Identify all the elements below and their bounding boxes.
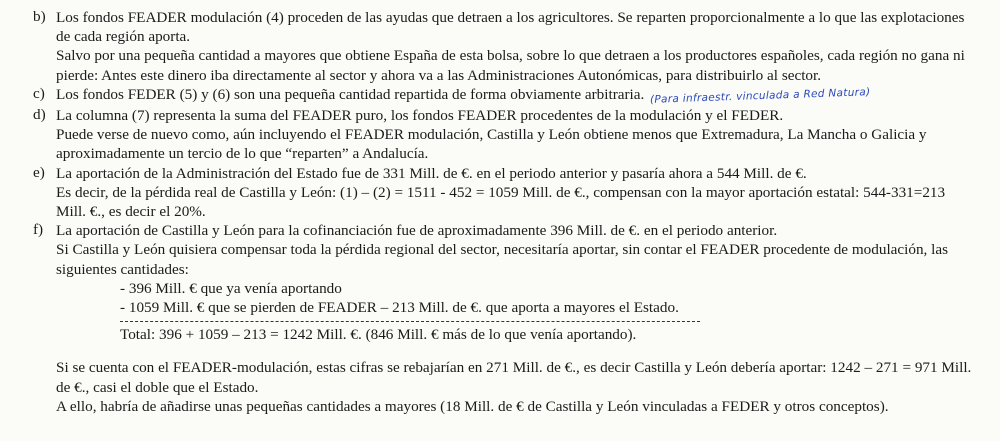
- paragraph-line: Es decir, de la pérdida real de Castilla y León: (1) – (2) = 1511 - 452 = 1059 Mill. de €., compensan con la mayor aportación estatal: 544-331=213: [56, 183, 946, 201]
- paragraph-line: de €., casi el doble que el Estado.: [56, 378, 259, 396]
- handwritten-note: (Para infraestr. vinculada a Red Natura): [650, 85, 871, 106]
- total-line: Total: 396 + 1059 – 213 = 1242 Mill. €. (846 Mill. € más de lo que venía aportando).: [120, 326, 637, 344]
- item-marker: c): [33, 84, 45, 102]
- dashed-divider: [120, 321, 700, 322]
- paragraph-line: pierde: Antes este dinero iba directamente al sector y ahora va a las Administraciones Autonómicas, para distribuirlo al sector.: [56, 66, 822, 84]
- calc-line: - 396 Mill. € que ya venía aportando: [120, 279, 342, 297]
- item-marker: e): [33, 163, 45, 181]
- item-marker: d): [33, 106, 46, 124]
- item-marker: f): [33, 221, 44, 239]
- item-c: [0, 85, 1000, 106]
- paragraph-line: de cada región aporta.: [56, 28, 191, 46]
- paragraph-line: siguientes cantidades:: [56, 260, 189, 278]
- paragraph-line: Si Castilla y León quisiera compensar toda la pérdida regional del sector, necesitaría aportar, sin contar el FEADER procedente de modulación, las: [56, 241, 949, 259]
- paragraph-line: Mill. €., es decir el 20%.: [56, 203, 206, 221]
- paragraph-line: La columna (7) representa la suma del FEADER puro, los fondos FEADER procedentes de la modulación y el FEDER.: [56, 107, 784, 125]
- item-d: [0, 106, 1000, 164]
- item-f: [0, 221, 1000, 416]
- document-page: [0, 8, 1000, 416]
- item-b: [0, 8, 1000, 85]
- paragraph-line: La aportación de la Administración del Estado fue de 331 Mill. de €. en el periodo anterior y pasaría ahora a 544 Mill. de €.: [56, 164, 807, 182]
- paragraph-line: Salvo por una pequeña cantidad a mayores que obtiene España de esta bolsa, sobre lo que detraen a los productores españoles, cada región no gana ni: [56, 47, 965, 65]
- item-e: [0, 164, 1000, 222]
- paragraph-text: Los fondos FEDER (5) y (6) son una pequeña cantidad repartida de forma obviamente arbitraria.: [56, 85, 645, 103]
- paragraph-line: Si se cuenta con el FEADER-modulación, estas cifras se rebajarían en 271 Mill. de €., es decir Castilla y León debería aportar: 1242 – 271 = 971 Mill.: [56, 359, 972, 377]
- paragraph-line: aproximadamente un tercio de lo que “reparten” a Andalucía.: [56, 145, 429, 163]
- paragraph-line: [56, 85, 990, 106]
- paragraph-line: Puede verse de nuevo como, aún incluyendo el FEADER modulación, Castilla y León obtiene menos que Extremadura, La Mancha o Galicia y: [56, 126, 927, 144]
- paragraph-line: La aportación de Castilla y León para la cofinanciación fue de aproximadamente 396 Mill. de €. en el periodo anterior.: [56, 222, 778, 240]
- paragraph-line: Los fondos FEADER modulación (4) proceden de las ayudas que detraen a los agricultores. Se reparten proporcionalmente a lo que las explotaciones: [56, 9, 965, 26]
- spacer: [56, 344, 990, 358]
- item-marker: b): [33, 8, 46, 25]
- calc-line: - 1059 Mill. € que se pierden de FEADER – 213 Mill. de €. que aporta a mayores el Estado.: [120, 299, 679, 317]
- paragraph-line: A ello, habría de añadirse unas pequeñas cantidades a mayores (18 Mill. de € de Castilla y León vinculadas a FEDER y otros conceptos).: [56, 397, 889, 415]
